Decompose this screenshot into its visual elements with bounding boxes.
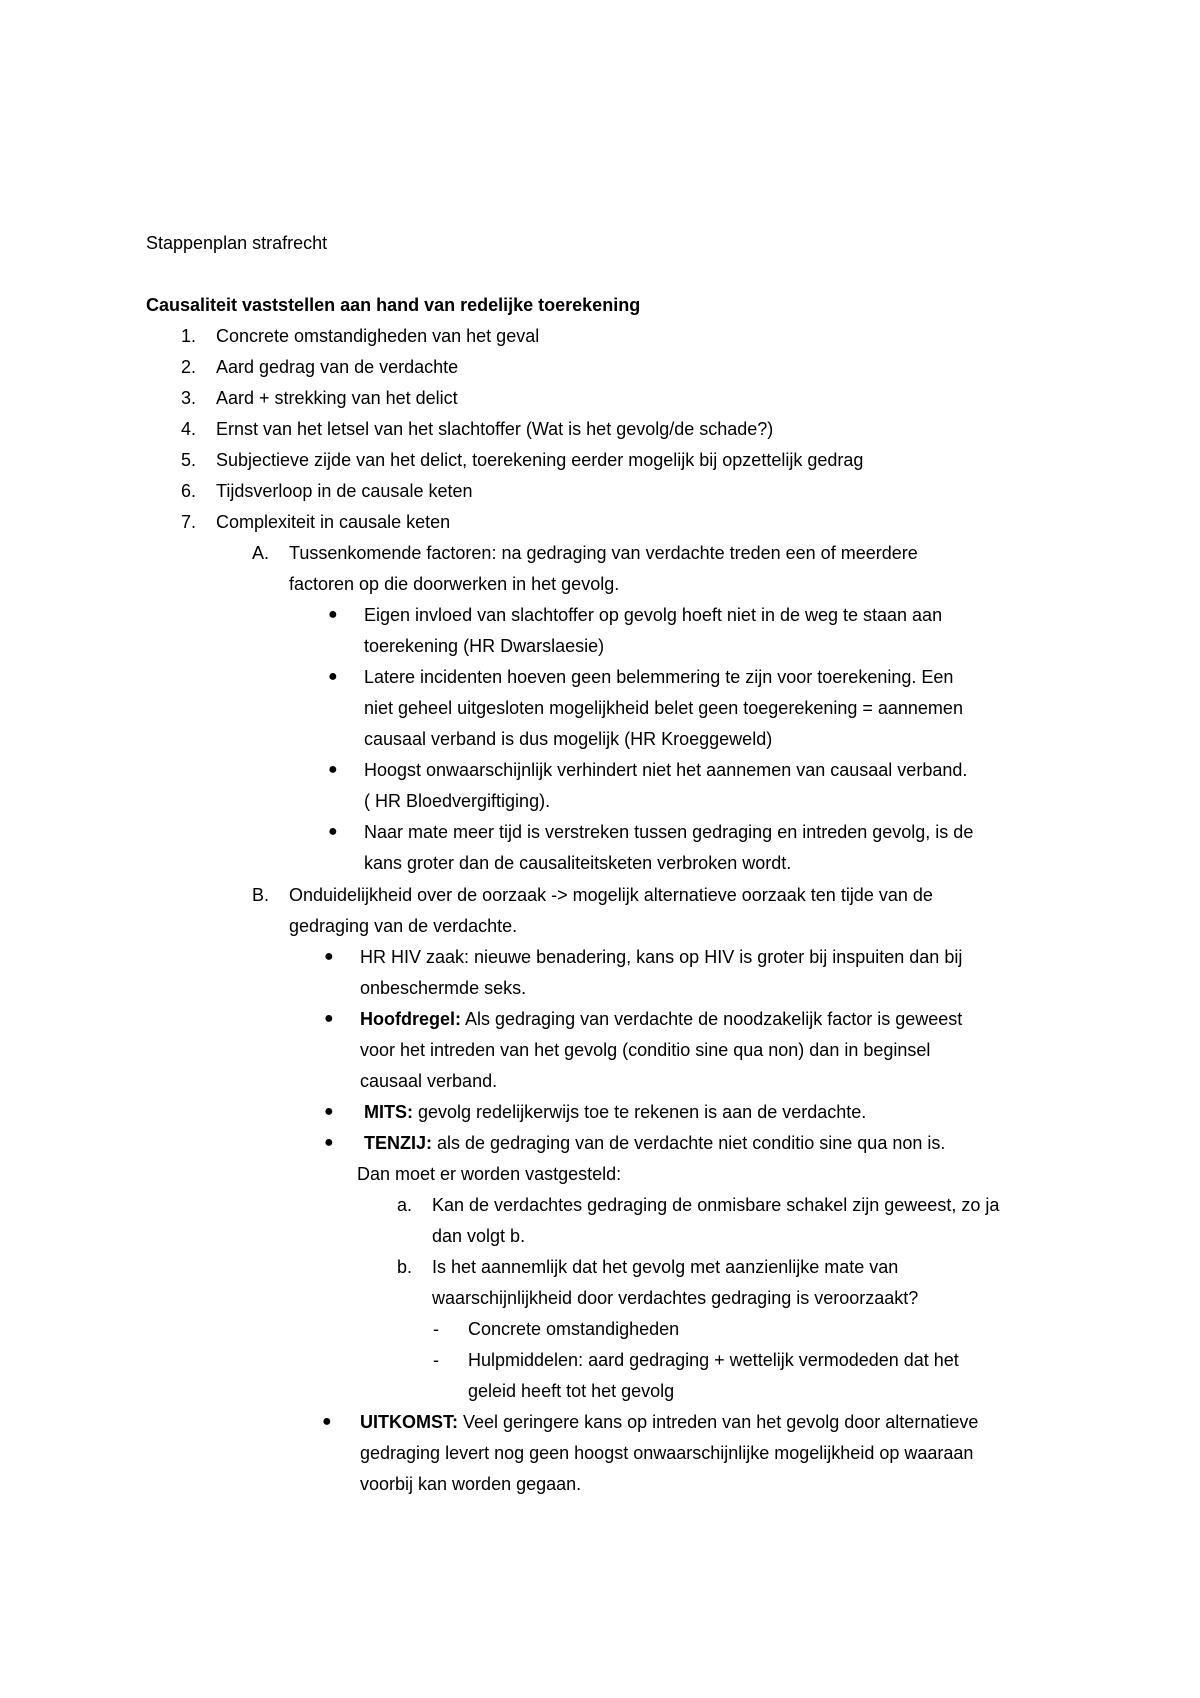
dash-line: geleid heeft tot het gevolg xyxy=(468,1381,675,1401)
sub-line: waarschijnlijkheid door verdachtes gedraging is veroorzaakt? xyxy=(432,1288,919,1308)
bullet-icon: ● xyxy=(324,948,334,965)
list-item: Subjectieve zijde van het delict, toerekening eerder mogelijk bij opzettelijk gedrag xyxy=(216,450,864,470)
list-item: Aard gedrag van de verdachte xyxy=(216,357,459,377)
bullet-line: Latere incidenten hoeven geen belemmering te zijn voor toerekening. Een xyxy=(364,667,954,687)
outcome-line: gedraging levert nog geen hoogst onwaarschijnlijke mogelijkheid op waaraan xyxy=(360,1443,974,1463)
dash-line: Concrete omstandigheden xyxy=(468,1319,680,1339)
list-marker: 6. xyxy=(181,481,197,501)
bullet-icon: ● xyxy=(328,668,338,685)
bullet-line: Naar mate meer tijd is verstreken tussen gedraging en intreden gevolg, is de xyxy=(364,822,974,842)
dash-marker: - xyxy=(433,1319,439,1339)
outcome-line: voorbij kan worden gegaan. xyxy=(360,1474,582,1494)
list-item: Aard + strekking van het delict xyxy=(216,388,458,408)
rule-label: MITS: xyxy=(364,1102,413,1122)
rule-text: Als gedraging van verdachte de noodzakelijk factor is geweest xyxy=(461,1009,963,1029)
bullet-icon: ● xyxy=(324,1010,334,1027)
section-a-marker: A. xyxy=(252,543,270,563)
bullet-icon: ● xyxy=(324,1134,334,1151)
bullet-line xyxy=(360,1010,962,1028)
section-b-line: Onduidelijkheid over de oorzaak -> mogelijk alternatieve oorzaak ten tijde van de xyxy=(289,885,933,905)
list-item: Concrete omstandigheden van het geval xyxy=(216,326,540,346)
sub-line: Kan de verdachtes gedraging de onmisbare schakel zijn geweest, zo ja xyxy=(432,1195,1000,1215)
list-marker: 4. xyxy=(181,419,197,439)
bullet-line: ( HR Bloedvergiftiging). xyxy=(364,791,551,811)
list-marker: 7. xyxy=(181,512,197,532)
bullet-icon: ● xyxy=(328,606,338,623)
bullet-line: Eigen invloed van slachtoffer op gevolg hoeft niet in de weg te staan aan xyxy=(364,605,943,625)
outcome-text: Veel geringere kans op intreden van het gevolg door alternatieve xyxy=(458,1412,979,1432)
list-item: Complexiteit in causale keten xyxy=(216,512,451,532)
sub-line: dan volgt b. xyxy=(432,1226,526,1246)
section-a-line: factoren op die doorwerken in het gevolg. xyxy=(289,574,620,594)
sub-marker: b. xyxy=(397,1257,413,1277)
rule-label: TENZIJ: xyxy=(364,1133,433,1153)
continuation-line: Dan moet er worden vastgesteld: xyxy=(357,1164,622,1184)
bullet-icon: ● xyxy=(324,1103,334,1120)
bullet-icon: ● xyxy=(328,761,338,778)
section-b-marker: B. xyxy=(252,885,270,905)
bullet-line: onbeschermde seks. xyxy=(360,978,527,998)
bullet-line xyxy=(364,1134,945,1152)
section-b-line: gedraging van de verdachte. xyxy=(289,916,518,936)
dash-line: Hulpmiddelen: aard gedraging + wettelijk vermodeden dat het xyxy=(468,1350,959,1370)
bullet-line xyxy=(364,1103,866,1121)
rule-text: gevolg redelijkerwijs toe te rekenen is aan de verdachte. xyxy=(413,1102,867,1122)
bullet-icon: ● xyxy=(322,1413,332,1430)
bullet-line: HR HIV zaak: nieuwe benadering, kans op HIV is groter bij inspuiten dan bij xyxy=(360,947,963,967)
rule-label: Hoofdregel: xyxy=(360,1009,461,1029)
rule-text: als de gedraging van de verdachte niet conditio sine qua non is. xyxy=(432,1133,946,1153)
bullet-icon: ● xyxy=(328,823,338,840)
sub-marker: a. xyxy=(397,1195,413,1215)
list-marker: 1. xyxy=(181,326,197,346)
list-marker: 3. xyxy=(181,388,197,408)
section-heading: Causaliteit vaststellen aan hand van redelijke toerekening xyxy=(146,295,641,315)
section-a-line: Tussenkomende factoren: na gedraging van verdachte treden een of meerdere xyxy=(289,543,918,563)
list-marker: 5. xyxy=(181,450,197,470)
outcome-line xyxy=(360,1413,978,1431)
dash-marker: - xyxy=(433,1350,439,1370)
bullet-line: kans groter dan de causaliteitsketen verbroken wordt. xyxy=(364,853,792,873)
bullet-line: voor het intreden van het gevolg (conditio sine qua non) dan in beginsel xyxy=(360,1040,931,1060)
list-item: Ernst van het letsel van het slachtoffer (Wat is het gevolg/de schade?) xyxy=(216,419,774,439)
outcome-label: UITKOMST: xyxy=(360,1412,458,1432)
bullet-line: Hoogst onwaarschijnlijk verhindert niet het aannemen van causaal verband. xyxy=(364,760,968,780)
bullet-line: niet geheel uitgesloten mogelijkheid belet geen toegerekening = aannemen xyxy=(364,698,963,718)
bullet-line: causaal verband. xyxy=(360,1071,498,1091)
list-item: Tijdsverloop in de causale keten xyxy=(216,481,473,501)
bullet-line: toerekening (HR Dwarslaesie) xyxy=(364,636,605,656)
list-marker: 2. xyxy=(181,357,197,377)
bullet-line: causaal verband is dus mogelijk (HR Kroeggeweld) xyxy=(364,729,773,749)
document-title: Stappenplan strafrecht xyxy=(146,233,328,253)
sub-line: Is het aannemlijk dat het gevolg met aanzienlijke mate van xyxy=(432,1257,899,1277)
